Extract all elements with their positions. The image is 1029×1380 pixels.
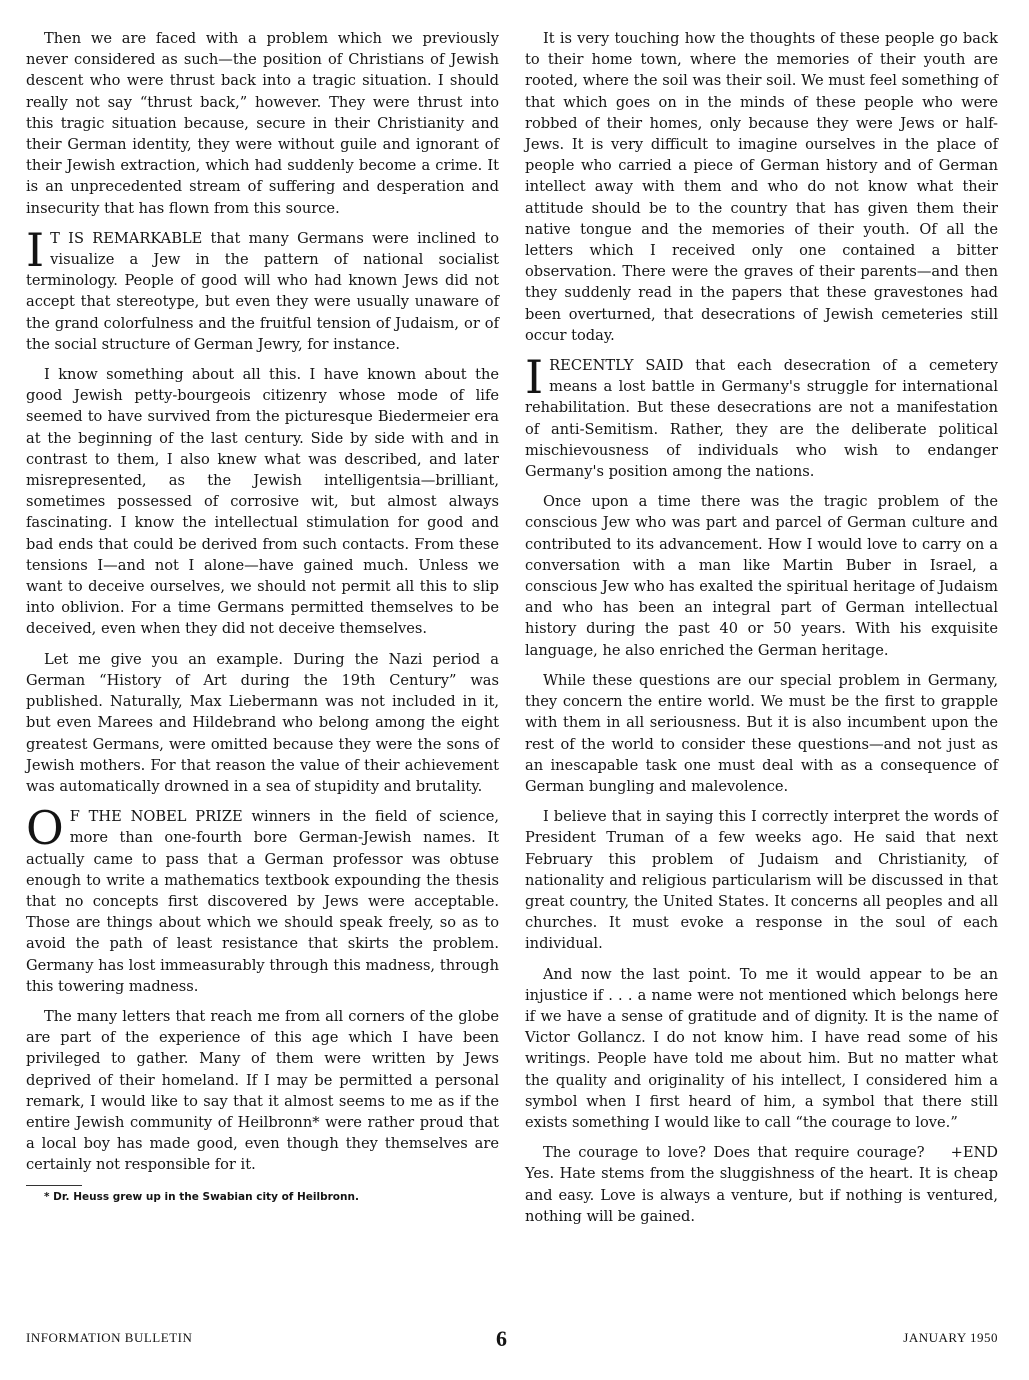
- page-number: 6: [496, 1326, 507, 1351]
- issue-date: JANUARY 1950: [903, 1330, 998, 1345]
- right-paragraph-5: I believe that in saying this I correctly interpret the words of President Truman of a few weeks ago. He said that next February this problem of Judaism and Christianity, of nationality and religious particularism will be discussed in that great country, the United States. It concerns all peoples and all churches. It must evoke a response in the soul of each individual.: [525, 808, 998, 953]
- page-footer: [26, 1326, 998, 1356]
- right-paragraph-2: [525, 350, 999, 482]
- right-paragraph-1: It is very touching how the thoughts of these people go back to their home town, where the memories of their youth are rooted, where the soil was their soil. We must feel something of that which goes on in the minds of these people who were robbed of their homes, only because they were Jews or half-Jews. It is very difficult to imagine ourselves in the place of people who carried a piece of German history and of German intellect away with them and who do not know what their attitude should be to the country that has given them their native tongue and the memories of their youth. Of all the letters which I received only one contained a bitter observation. There were the graves of their parents—and then they suddenly read in the papers that these gravestones had been overturned, that desecrations of Jewish cemeteries still occur today.: [525, 30, 998, 344]
- end-mark: +END: [950, 1144, 998, 1162]
- footnote: * Dr. Heuss grew up in the Swabian city of Heilbronn.: [44, 1190, 359, 1203]
- small-caps-lead: F THE NOBEL PRIZE: [69, 808, 243, 826]
- right-paragraph-3: Once upon a time there was the tragic problem of the conscious Jew who was part and parcel of German culture and contributed to its advancement. How I would love to carry on a conversation with a man like Martin Buber in Israel, a conscious Jew who has exalted the spiritual heritage of Judaism and who has been an integral part of German intellectual history during the past 40 or 50 years. With his exquisite language, he also enriched the German heritage.: [525, 493, 998, 659]
- left-column: [26, 28, 499, 1213]
- left-paragraph-2: [26, 222, 499, 355]
- right-paragraph-7: [525, 1142, 998, 1227]
- right-paragraph-6: And now the last point. To me it would appear to be an injustice if . . . a name were not mentioned which belongs here if we have a sense of gratitude and of dignity. It is the name of Victor Gollancz. I do not know him. I have read some of his writings. People have told me about him. But no matter what the quality and originality of his intellect, I considered him a symbol when I first heard of him, a symbol that there still exists something I would like to call “the courage to love.”: [525, 965, 998, 1131]
- left-paragraph-5: [26, 801, 500, 997]
- right-paragraph-4: While these questions are our special problem in Germany, they concern the entire world. We must be the first to grapple with them in all seriousness. But it is also incumbent upon the rest of the world to consider these questions—and not just as an inescapable task one must deal with as a consequence of German bungling and malevolence.: [525, 671, 998, 795]
- left-paragraph-1: Then we are faced with a problem which we previously never considered as such—the position of Christians of Jewish descent who were thrust back into a tragic situation. I should really not say “thrust back,” however. They were thrust into this tragic situation because, secure in their Christianity and their German identity, they were without guile and ignorant of their Jewish extraction, which had suddenly become a crime. It is an unprecedented stream of suffering and desperation and insecurity that has flown from this source.: [26, 30, 499, 217]
- drop-cap-o: O: [26, 801, 64, 856]
- right-column: [525, 28, 998, 1236]
- footnote-divider: [26, 1185, 82, 1186]
- drop-cap-i: I: [26, 222, 45, 277]
- paragraph-text: that each desecration of a cemetery means a lost battle in Germany's struggle for international rehabilitation. But these desecrations are not a manifestation of anti-Semitism. Rather, they are the deliberate political mischievousness of individuals who wish to endanger Germany's position among the nations.: [525, 357, 999, 481]
- small-caps-lead: T IS REMARKABLE: [50, 229, 203, 247]
- paragraph-text: that many Germans were inclined to visualize a Jew in the pattern of national socialist terminology. People of good will who had known Jews did not accept that stereotype, but even they were usually unaware of the grand colorfulness and the fruitful tension of Judaism, or of the social structure of German Jewry, for instance.: [26, 229, 499, 353]
- left-paragraph-6: The many letters that reach me from all corners of the globe are part of the experience of this age which I have been privileged to gather. Many of them were written by Jews deprived of their homeland. If I may be permitted a personal remark, I would like to say that it almost seems to me as if the entire Jewish community of Heilbronn* were rather proud that a local boy has made good, even though they themselves are certainly not responsible for it.: [26, 1007, 499, 1174]
- small-caps-lead: RECENTLY SAID: [549, 357, 684, 375]
- drop-cap-i: I: [525, 350, 544, 405]
- paragraph-text: winners in the field of science, more than one-fourth bore German-Jewish names. It actually came to pass that a German professor was obtuse enough to write a mathematics textbook expounding the thesis that no concepts first discovered by Jews were acceptable. Those are things about which we should speak freely, so as to avoid the path of least resistance that skirts the problem. Germany has lost immeasurably through this madness, through this towering madness.: [26, 808, 500, 995]
- left-paragraph-3: I know something about all this. I have known about the good Jewish petty-bourgeois citizenry whose mode of life seemed to have survived from the picturesque Biedermeier era at the beginning of the last century. Side by side with and in contrast to them, I also knew what was described, and later misrepresented, as the Jewish intelligentsia—brilliant, sometimes possessed of corrosive wit, but almost always fascinating. I know the intellectual stimulation for good and bad ends that could be derived from such contacts. From these tensions I—and not I alone—have gained much. Unless we want to deceive ourselves, we should not permit all this to slip into oblivion. For a time Germans permitted themselves to be deceived, even when they did not deceive themselves.: [26, 366, 499, 638]
- paragraph-text: The courage to love? Does that require courage? Yes. Hate stems from the sluggishness of the heart. It is cheap and easy. Love is always a venture, but if nothing is ventured, nothing will be gained.: [525, 1144, 998, 1225]
- left-paragraph-4: Let me give you an example. During the Nazi period a German “History of Art during the 19th Century” was published. Naturally, Max Liebermann was not included in it, but even Marees and Hildebrand who belong among the eight greatest Germans, were omitted because they were the sons of Jewish mothers. For that reason the value of their achievement was automatically drowned in a sea of stupidity and brutality.: [26, 650, 499, 795]
- publication-name: INFORMATION BULLETIN: [26, 1330, 193, 1345]
